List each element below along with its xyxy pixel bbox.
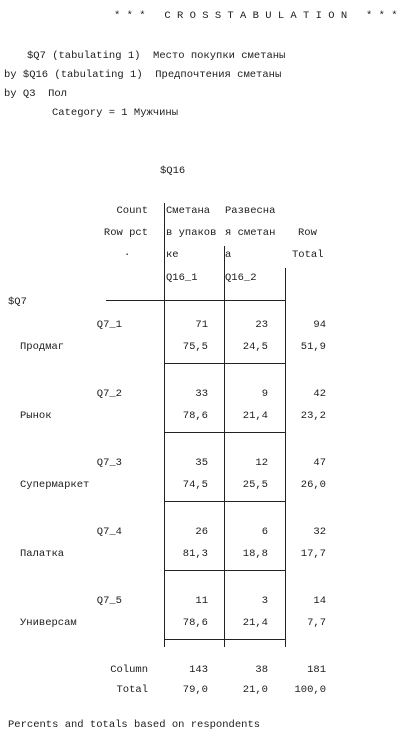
col-header-1-code: Q16_1 xyxy=(166,272,198,284)
cell-count: 9 xyxy=(261,388,268,400)
column-total-pct-1: 79,0 xyxy=(182,684,208,696)
row-total-pct: 7,7 xyxy=(307,617,326,629)
column-total-count-total: 181 xyxy=(307,664,326,676)
row-total-header-line2: Total xyxy=(292,249,324,261)
col-header-2-code: Q16_2 xyxy=(225,272,257,284)
col-header-1-line2: в упаков xyxy=(166,227,217,239)
row-label: Палатка xyxy=(20,548,65,560)
category-line: Category = 1 Мужчины xyxy=(52,107,179,119)
row-label: Супермаркет xyxy=(20,479,90,491)
cell-count: 12 xyxy=(255,457,268,469)
col-divider-right xyxy=(285,268,286,647)
cell-pct: 74,5 xyxy=(182,479,208,491)
row-code: Q7_3 xyxy=(96,457,122,469)
col-header-2-line3: а xyxy=(225,249,232,261)
cell-count: 35 xyxy=(195,457,208,469)
row-total-count: 94 xyxy=(313,319,326,331)
cell-pct: 18,8 xyxy=(242,548,268,560)
stub-dot: . xyxy=(124,247,131,259)
row-total-pct: 23,2 xyxy=(300,410,326,422)
cell-count: 33 xyxy=(195,388,208,400)
col-header-2-line1: Развесна xyxy=(225,205,276,217)
header-rule xyxy=(106,300,285,301)
row-variable-line: $Q7 (tabulating 1) Место покупки сметаны xyxy=(27,50,286,62)
stub-count-label: Count xyxy=(116,205,148,217)
cell-pct: 81,3 xyxy=(182,548,208,560)
cell-pct: 78,6 xyxy=(182,410,208,422)
cell-pct: 21,4 xyxy=(242,617,268,629)
report-title: * * * C R O S S T A B U L A T I O N * * * xyxy=(114,10,398,22)
cell-count: 71 xyxy=(195,319,208,331)
col-divider-left xyxy=(164,203,165,647)
layer-variable-line: by Q3 Пол xyxy=(4,88,68,100)
col-header-1-line1: Сметана xyxy=(166,205,211,217)
column-total-pct-2: 21,0 xyxy=(242,684,268,696)
row-label: Рынок xyxy=(20,410,52,422)
row-code: Q7_4 xyxy=(96,526,122,538)
row-total-pct: 17,7 xyxy=(300,548,326,560)
cell-count: 26 xyxy=(195,526,208,538)
column-total-count-2: 38 xyxy=(255,664,268,676)
cell-count: 3 xyxy=(261,595,268,607)
row-code: Q7_1 xyxy=(96,319,122,331)
col-header-1-line3: ке xyxy=(166,249,179,261)
cell-pct: 24,5 xyxy=(242,341,268,353)
column-total-label-2: Total xyxy=(116,684,148,696)
row-variable-label: $Q7 xyxy=(8,296,27,308)
col-divider-mid xyxy=(224,246,225,647)
cell-pct: 75,5 xyxy=(182,341,208,353)
row-total-count: 14 xyxy=(313,595,326,607)
row-total-header-line1: Row xyxy=(298,227,317,239)
row-label: Продмаг xyxy=(20,341,65,353)
row-label: Универсам xyxy=(20,617,77,629)
cell-count: 23 xyxy=(255,319,268,331)
stub-row-pct-label: Row pct xyxy=(103,227,148,239)
cell-pct: 78,6 xyxy=(182,617,208,629)
column-variable-label: $Q16 xyxy=(160,165,186,177)
column-variable-line: by $Q16 (tabulating 1) Предпочтения сметаны xyxy=(4,69,282,81)
cell-pct: 21,4 xyxy=(242,410,268,422)
row-total-pct: 26,0 xyxy=(300,479,326,491)
row-total-count: 42 xyxy=(313,388,326,400)
row-total-count: 47 xyxy=(313,457,326,469)
cell-pct: 25,5 xyxy=(242,479,268,491)
column-total-pct-total: 100,0 xyxy=(294,684,326,696)
row-total-count: 32 xyxy=(313,526,326,538)
col-header-2-line2: я сметан xyxy=(225,227,276,239)
cell-count: 11 xyxy=(195,595,208,607)
footer-note: Percents and totals based on respondents xyxy=(8,719,261,731)
column-total-label: Column xyxy=(110,664,148,676)
column-total-count-1: 143 xyxy=(189,664,208,676)
cell-count: 6 xyxy=(261,526,268,538)
row-code: Q7_5 xyxy=(96,595,122,607)
row-code: Q7_2 xyxy=(96,388,122,400)
row-total-pct: 51,9 xyxy=(300,341,326,353)
